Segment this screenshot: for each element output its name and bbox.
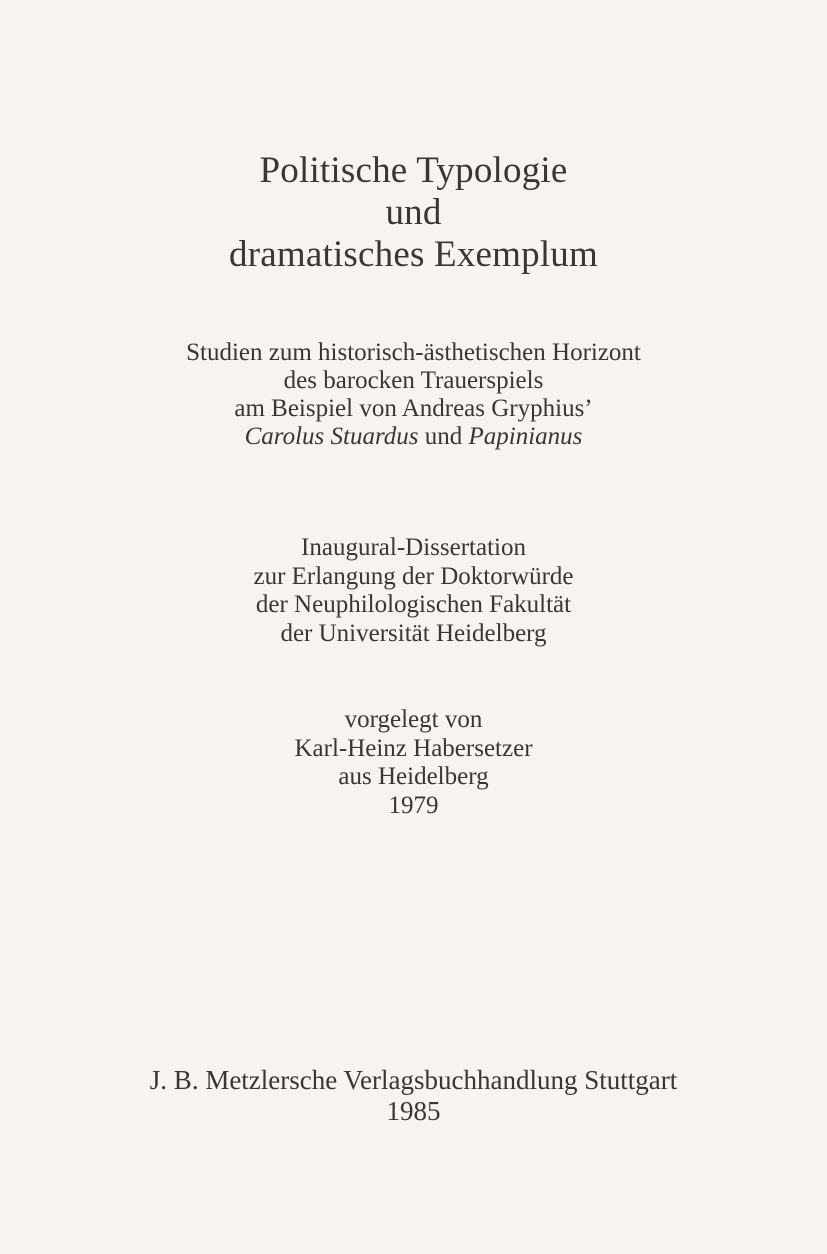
dissertation-line-4: der Universität Heidelberg xyxy=(280,619,547,647)
dissertation-line-3: der Neuphilologischen Fakultät xyxy=(255,591,572,618)
work-title-papinianus: Papinianus xyxy=(468,423,583,450)
dissertation-line-2: zur Erlangung der Doktorwürde xyxy=(253,562,574,590)
publisher-name: J. B. Metzlersche Verlagsbuchhandlung Stuttgart xyxy=(149,1065,678,1095)
title-line-1: Politische Typologie xyxy=(259,150,568,191)
subtitle-line-2: des barocken Trauerspiels xyxy=(283,367,544,394)
dissertation-year: 1979 xyxy=(388,791,439,819)
dissertation-line-1: Inaugural-Dissertation xyxy=(301,534,526,561)
dissertation-statement xyxy=(0,534,827,648)
subtitle-line-3: am Beispiel von Andreas Gryphius’ xyxy=(234,395,593,422)
presented-by: vorgelegt von xyxy=(344,706,483,733)
publisher-block xyxy=(0,1065,827,1127)
title-line-2: und xyxy=(385,192,442,233)
publication-year: 1985 xyxy=(386,1096,441,1126)
subtitle-line-1: Studien zum historisch-ästhetischen Horizont xyxy=(186,339,641,366)
author-block xyxy=(0,706,827,820)
author-name: Karl-Heinz Habersetzer xyxy=(294,734,533,762)
book-title xyxy=(0,150,827,276)
subtitle-line-4 xyxy=(0,423,827,451)
work-title-carolus: Carolus Stuardus xyxy=(244,423,419,450)
title-line-3: dramatisches Exemplum xyxy=(229,234,598,275)
subtitle-conjunction: und xyxy=(424,423,463,450)
book-subtitle xyxy=(0,339,827,451)
author-origin: aus Heidelberg xyxy=(338,763,489,790)
